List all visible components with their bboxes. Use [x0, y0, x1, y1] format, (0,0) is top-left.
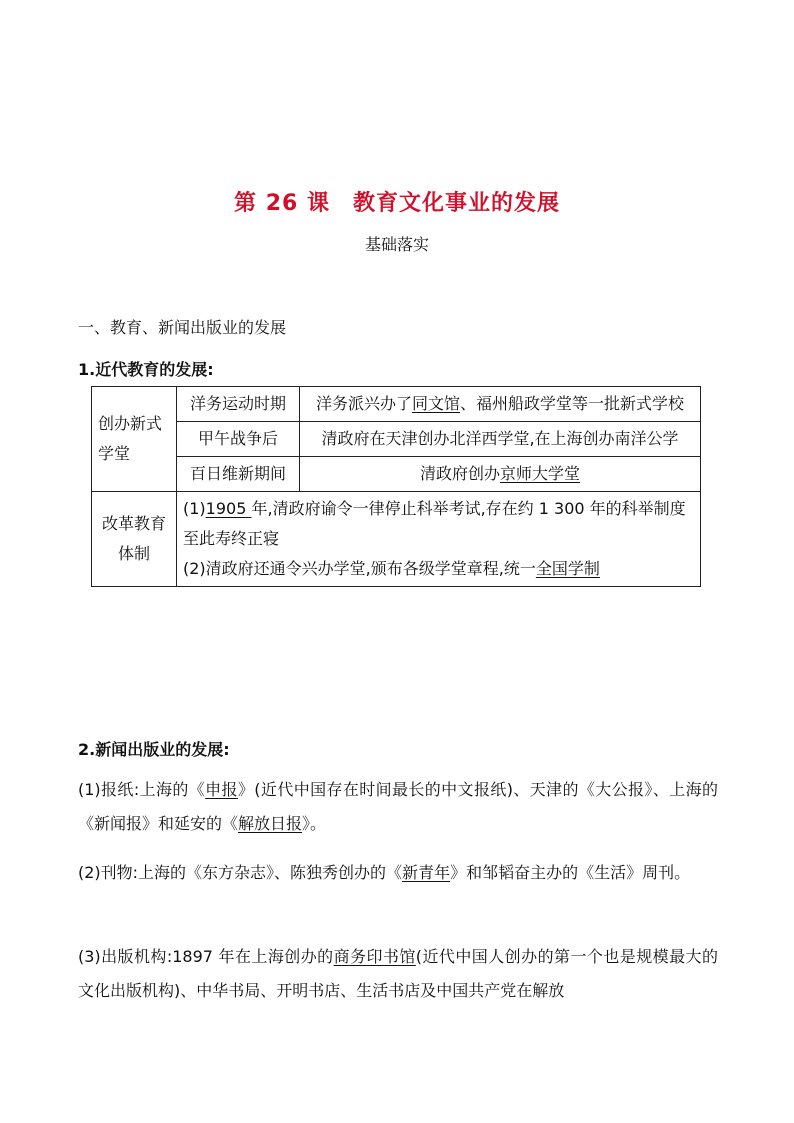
table-row	[92, 492, 701, 587]
news-paragraph-newspapers	[78, 773, 718, 841]
education-table	[91, 386, 701, 587]
para-text: 》。	[302, 814, 327, 833]
reform-line-2	[183, 554, 694, 584]
cell-text: 、福州船政学堂等一批新式学校	[460, 394, 685, 413]
underlined-answer: 解放日报	[238, 814, 303, 833]
cell-text: 洋务派兴办了	[315, 394, 412, 413]
news-paragraph-periodicals	[78, 856, 718, 890]
item-heading-education: 1.近代教育的发展:	[78, 360, 214, 379]
underlined-answer: 申报	[205, 780, 238, 799]
news-paragraph-publishers	[78, 940, 718, 1008]
reform-line-1	[183, 494, 694, 554]
para-text: (2)刊物:上海的《东方杂志》、陈独秀创办的《	[78, 863, 403, 882]
para-text: (1)报纸:上海的《	[78, 780, 206, 799]
table-row	[92, 457, 701, 492]
table-content-cell: 清政府在天津创办北洋西学堂,在上海创办南洋公学	[300, 422, 701, 457]
cell-text: (1)	[183, 499, 206, 518]
table-row	[92, 387, 701, 422]
table-period-cell: 甲午战争后	[177, 422, 300, 457]
underlined-answer: 同文馆	[411, 394, 460, 413]
lesson-title: 第 26 课 教育文化事业的发展	[234, 191, 560, 216]
cell-text: 年,清政府谕令一律停止科举考试,存在约 1 300 年的科举制度至此寿终正寝	[183, 499, 686, 548]
table-row	[92, 422, 701, 457]
table-category-cell: 创办新式学堂	[92, 387, 177, 492]
lesson-subtitle: 基础落实	[364, 235, 429, 254]
item-heading-news: 2.新闻出版业的发展:	[78, 740, 230, 759]
cell-text: 清政府创办	[419, 464, 500, 483]
underlined-answer: 新青年	[402, 863, 451, 882]
underlined-answer: 全国学制	[535, 559, 600, 578]
table-period-cell: 洋务运动时期	[177, 387, 300, 422]
table-category-cell: 改革教育体制	[92, 492, 177, 587]
table-period-cell: 百日维新期间	[177, 457, 300, 492]
underlined-answer: 商务印书馆	[333, 947, 416, 966]
para-text: (近代中国人创办的第一个也是规模最大的文化出版机构)、中华书局、开明书店、生活书店及中国共产党在解放	[78, 947, 718, 1000]
section-heading: 一、教育、新闻出版业的发展	[78, 318, 287, 337]
para-text: (3)出版机构:1897 年在上海创办的	[78, 947, 334, 966]
cell-text: (2)清政府还通令兴办学堂,颁布各级学堂章程,统一	[183, 559, 536, 578]
table-content-cell	[177, 492, 701, 587]
underlined-answer: 1905	[205, 499, 252, 518]
table-content-cell	[300, 457, 701, 492]
underlined-answer: 京师大学堂	[500, 464, 581, 483]
para-text: 》(近代中国存在时间最长的中文报纸)、天津的《大公报》、上海的《新闻报》和延安的《	[78, 780, 718, 833]
para-text: 》和邹韬奋主办的《生活》周刊。	[450, 863, 691, 882]
table-content-cell	[300, 387, 701, 422]
